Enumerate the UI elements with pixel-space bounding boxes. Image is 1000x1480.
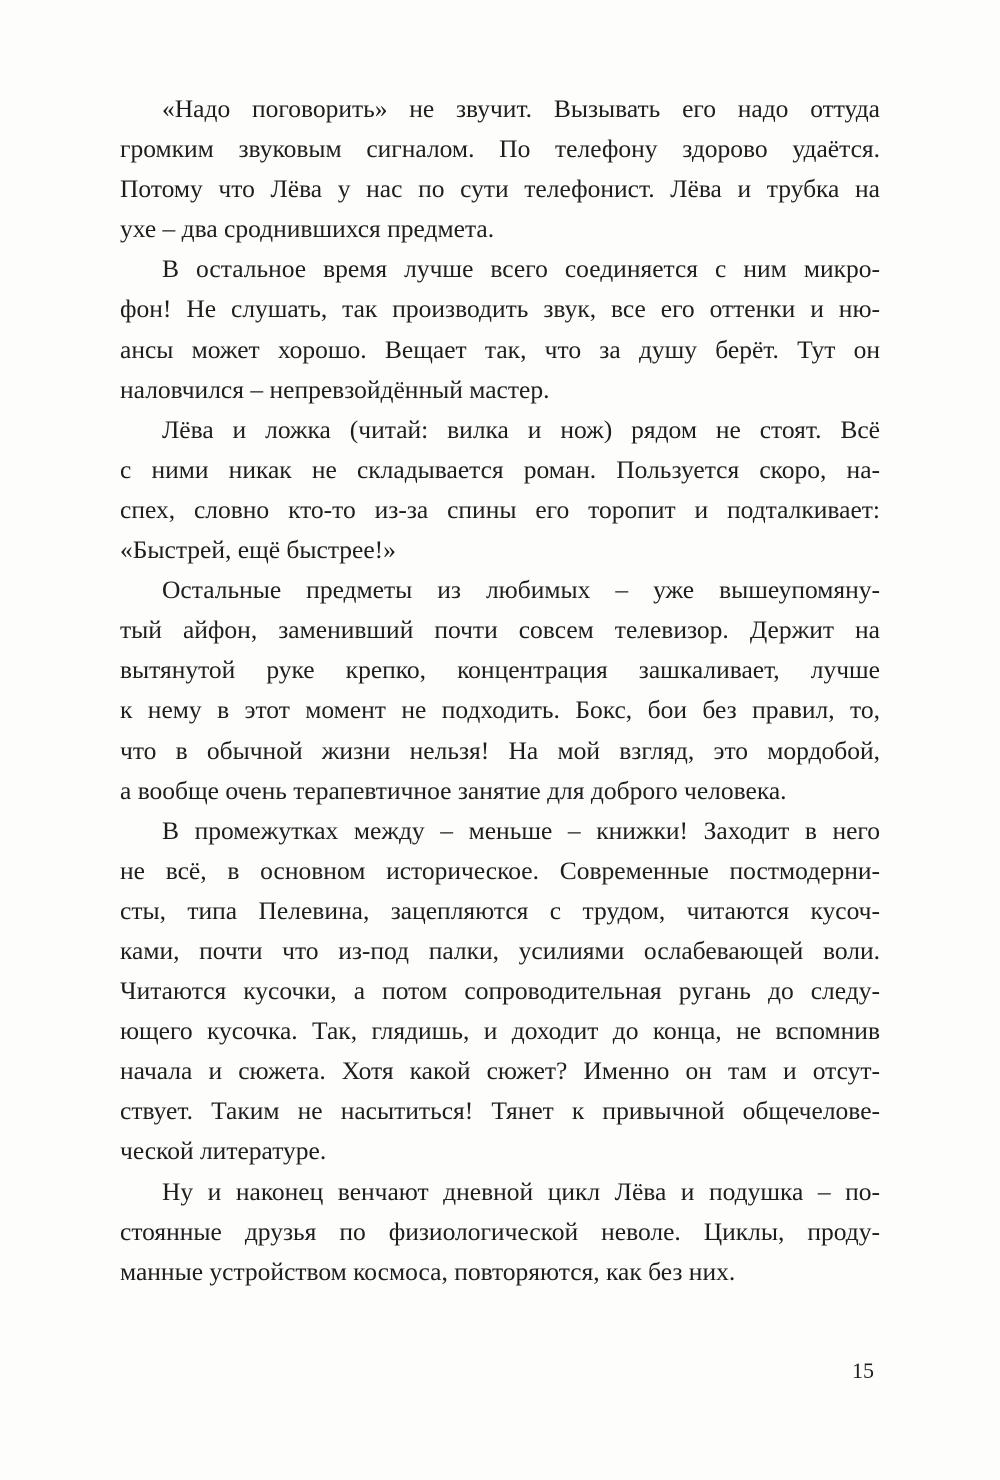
text-line: Остальные предметы из любимых – уже вышеупомяну- bbox=[162, 575, 880, 605]
text-line: Лёва и ложка (читай: вилка и нож) рядом не стоят. Всё bbox=[162, 414, 880, 444]
text-line: ухе – два сроднившихся предмета. bbox=[120, 214, 495, 244]
text-line: ансы может хорошо. Вещает так, что за душу берёт. Тут он bbox=[120, 334, 880, 364]
text-line: громким звуковым сигналом. По телефону здорово удаётся. bbox=[120, 134, 880, 164]
text-line: не всё, в основном историческое. Современные постмодерни- bbox=[120, 855, 880, 885]
text-line: начала и сюжета. Хотя какой сюжет? Именно он там и отсут- bbox=[120, 1056, 880, 1086]
page-body bbox=[120, 89, 880, 1292]
paragraph bbox=[120, 570, 880, 811]
text-line: ческой литературе. bbox=[120, 1136, 327, 1166]
paragraph bbox=[120, 410, 880, 570]
text-line: ствует. Таким не насытиться! Тянет к привычной общечелове- bbox=[120, 1096, 880, 1126]
text-line: манные устройством космоса, повторяются, как без них. bbox=[120, 1256, 736, 1286]
text-line: к нему в этот момент не подходить. Бокс, бои без правил, то, bbox=[120, 695, 880, 725]
text-line: сты, типа Пелевина, зацепляются с трудом, читаются кусоч- bbox=[120, 895, 880, 925]
paragraph bbox=[120, 249, 880, 409]
text-line: Ну и наконец венчают дневной цикл Лёва и подушка – по- bbox=[162, 1176, 880, 1206]
text-line: наловчился – непревзойдённый мастер. bbox=[120, 374, 550, 404]
page-number: 15 bbox=[852, 1358, 874, 1383]
text-line: тый айфон, заменивший почти совсем телевизор. Держит на bbox=[120, 615, 880, 645]
text-line: стоянные друзья по физиологической неволе. Циклы, проду- bbox=[120, 1216, 880, 1246]
paragraph bbox=[120, 1172, 880, 1292]
text-line: фон! Не слушать, так производить звук, все его оттенки и ню- bbox=[120, 294, 880, 324]
paragraph bbox=[120, 89, 880, 249]
text-line: В остальное время лучше всего соединяется с ним микро- bbox=[162, 254, 880, 284]
paragraph bbox=[120, 811, 880, 1172]
text-line: что в обычной жизни нельзя! На мой взгляд, это мордобой, bbox=[120, 735, 880, 765]
text-line: Читаются кусочки, а потом сопроводительная ругань до следу- bbox=[120, 976, 880, 1006]
text-line: «Быстрей, ещё быстрее!» bbox=[120, 535, 396, 565]
text-line: вытянутой руке крепко, концентрация зашкаливает, лучше bbox=[120, 655, 880, 685]
text-line: с ними никак не складывается роман. Пользуется скоро, на- bbox=[120, 454, 880, 484]
text-line: спех, словно кто-то из-за спины его торопит и подталкивает: bbox=[120, 494, 880, 524]
text-line: «Надо поговорить» не звучит. Вызывать его надо оттуда bbox=[162, 94, 880, 123]
text-line: Потому что Лёва у нас по сути телефонист. Лёва и трубка на bbox=[120, 174, 880, 204]
text-line: ками, почти что из-под палки, усилиями ослабевающей воли. bbox=[120, 935, 880, 965]
text-line: В промежутках между – меньше – книжки! Заходит в него bbox=[162, 815, 880, 845]
text-line: ющего кусочка. Так, глядишь, и доходит до конца, не вспомнив bbox=[120, 1016, 880, 1046]
text-line: а вообще очень терапевтичное занятие для доброго человека. bbox=[120, 775, 787, 805]
